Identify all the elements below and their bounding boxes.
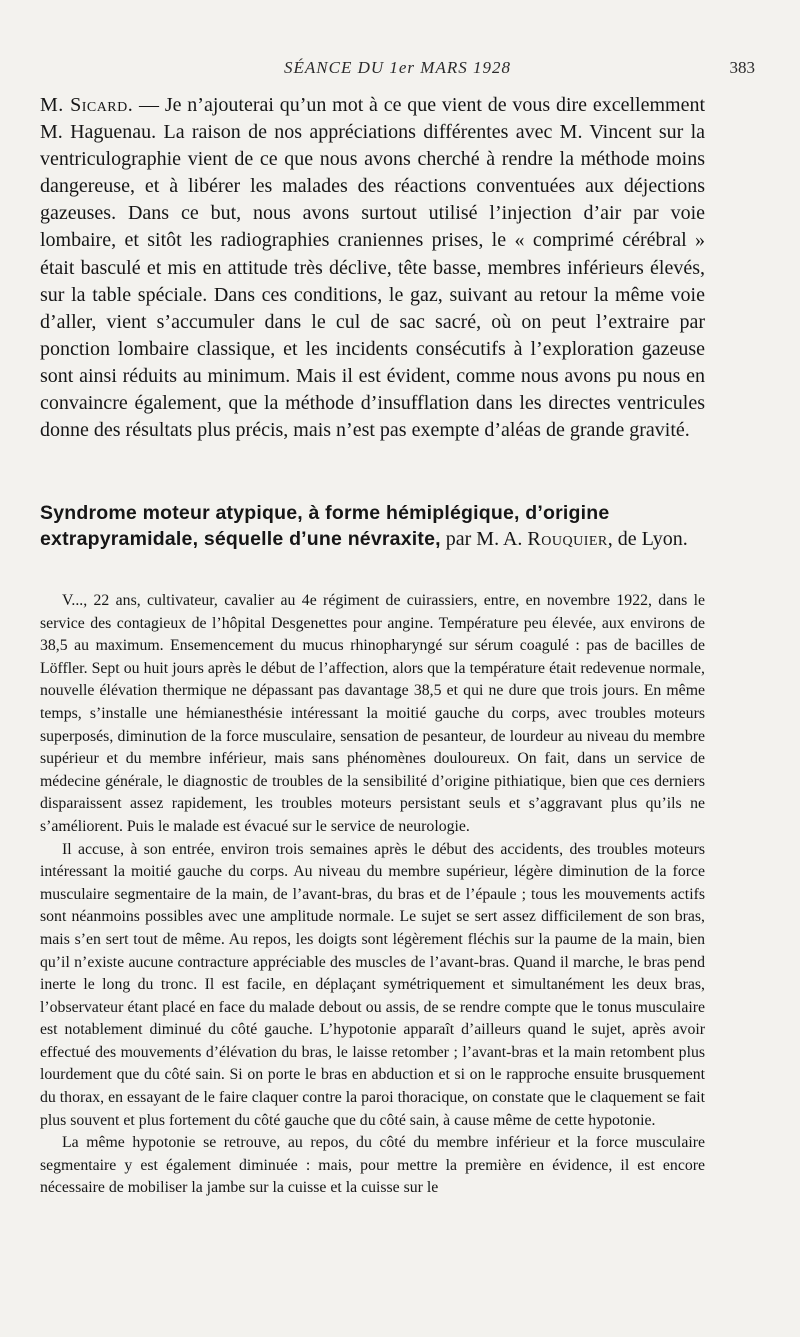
page-header xyxy=(40,58,755,82)
author-name: Rouquier xyxy=(527,528,608,550)
case-paragraph: V..., 22 ans, cultivateur, cavalier au 4e régiment de cuirassiers, entre, en novembre 1922, dans le service des contagieux de l’hôpital Desgenettes pour angine. Température peu élevée, aux environs de 38,5 au maximum. Ensemencement du mucus rhinopharyngé sur sérum coagulé : pas de bacilles de Löffler. Sept ou huit jours après le début de l’affection, alors que la température était redevenue normale, nouvelle élévation thermique ne dépassant pas davantage 38,5 et qui ne dure que trois jours. En même temps, s’installe une hémianesthésie intéressant la moitié gauche du corps, avec troubles moteurs superposés, diminution de la force musculaire, sensation de pesanteur, de lourdeur au niveau du membre supérieur et du membre inférieur, mais sans phénomènes douloureux. On fait, dans un service de médecine générale, le diagnostic de troubles de la sensibilité d’origine pithiatique, bien que ces derniers disparaissent assez rapidement, les troubles moteurs persistant seuls et s’aggravant plus qu’ils ne s’améliorent. Puis le malade est évacué sur le service de neurologie. xyxy=(40,592,705,835)
case-paragraph: La même hypotonie se retrouve, au repos, du côté du membre inférieur et la force musculaire segmentaire y est également diminuée : mais, pour mettre la première en évidence, il est encore nécessaire de mobiliser la jambe sur la cuisse et la cuisse sur le xyxy=(40,1134,705,1197)
case-report xyxy=(40,590,705,1200)
intro-paragraph xyxy=(40,92,705,444)
author-place: , de Lyon. xyxy=(607,528,688,550)
speaker-name: M. Sicard. xyxy=(40,94,134,116)
case-paragraph: Il accuse, à son entrée, environ trois semaines après le début des accidents, des troubles moteurs intéressant la moitié gauche du corps. Au niveau du membre supérieur, légère diminution de la force musculaire segmentaire de la main, de l’avant-bras, du bras et de l’épaule ; tous les mouvements actifs sont néanmoins possibles avec une amplitude normale. Le sujet se sert assez difficilement de son bras, mais s’en sert tout de même. Au repos, les doigts sont légèrement fléchis sur la paume de la main, bien qu’il n’existe aucune contracture appréciable des muscles de l’avant-bras. Quand il marche, le bras pend inerte le long du tronc. Il est facile, en déplaçant symétriquement et simultanément les deux bras, l’observateur étant placé en face du malade debout ou assis, de se rendre compte que le tonus musculaire est notablement diminué du côté gauche. L’hypotonie apparaît d’ailleurs quand le sujet, après avoir effectué des mouvements d’élévation du bras, le laisse retomber ; l’avant-bras et la main retombent plus lourdement que du côté sain. Si on porte le bras en abduction et si on le rapproche ensuite brusquement du thorax, en essayant de le faire claquer contre la paroi thoracique, on constate que le claquement se fait plus souvent et plus fortement du côté gauche que du côté sain, à cause même de cette hypotonie. xyxy=(40,840,705,1129)
article-title: Syndrome moteur atypique, à forme hémiplégique, d’origine extrapyramidale, séquelle d’une névraxite, xyxy=(40,502,610,550)
page-number: 383 xyxy=(729,58,755,77)
running-title: SÉANCE DU 1er MARS 1928 xyxy=(284,58,511,77)
article-by: par M. A. xyxy=(440,528,528,550)
article-heading xyxy=(40,500,705,552)
intro-text: — Je n’ajouterai qu’un mot à ce que vient de vous dire excellemment M. Haguenau. La raison de nos appréciations différentes avec M. Vincent sur la ventriculographie vient de ce que nous avons cherché à rendre la méthode moins dangereuse, et à libérer les malades des réactions conventuées aux déjections gazeuses. Dans ce but, nous avons surtout utilisé l’injection d’air par voie lombaire, et sitôt les radiographies craniennes prises, le « comprimé cérébral » était basculé et mis en attitude très déclive, tête basse, membres inférieurs élevés, sur la table spéciale. Dans ces conditions, le gaz, suivant au retour la même voie d’aller, vient s’accumuler dans le cul de sac sacré, où on peut l’extraire par ponction lombaire classique, et les incidents consécutifs à l’exploration gazeuse sont ainsi réduits au minimum. Mais il est évident, comme nous avons pu nous en convaincre également, que la méthode d’insufflation dans les directes ventricules donne des résultats plus précis, mais n’est pas exempte d’aléas de grande gravité. xyxy=(40,94,705,442)
